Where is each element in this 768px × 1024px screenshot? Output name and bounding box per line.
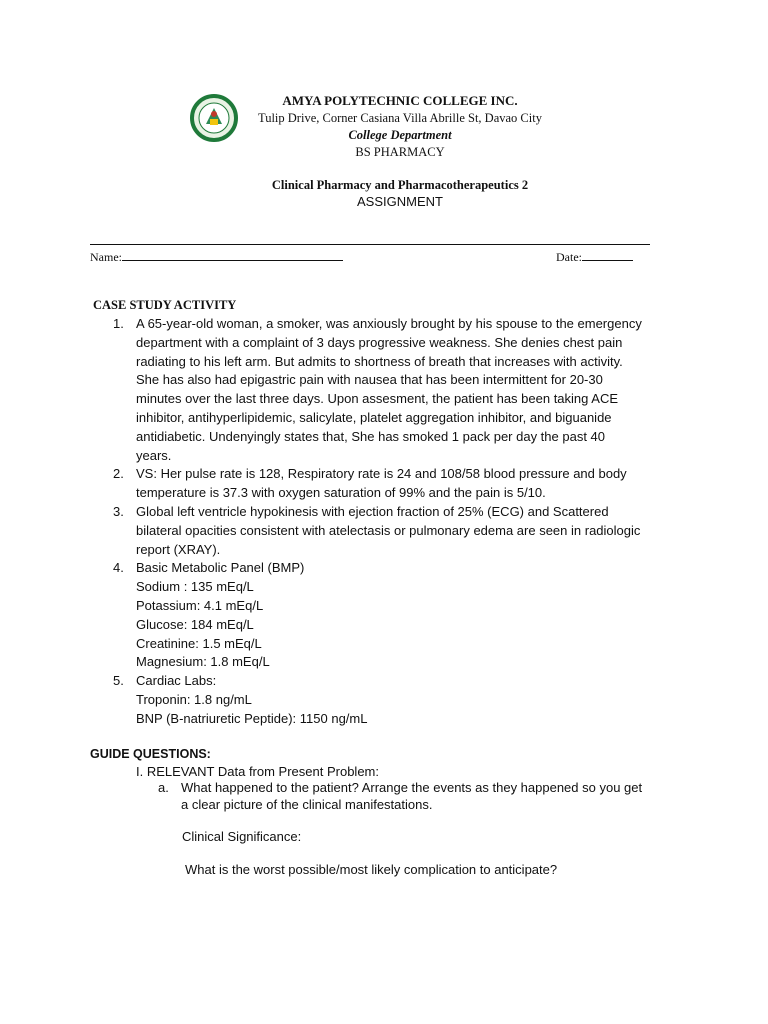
question-line: a clear picture of the clinical manifestations. xyxy=(181,796,433,812)
date-label: Date: xyxy=(556,250,582,264)
school-name: AMYA POLYTECHNIC COLLEGE INC. xyxy=(282,93,518,108)
item-number: 1. xyxy=(113,316,124,331)
item-line: Global left ventricle hypokinesis with ejection fraction of 25% (ECG) and Scattered xyxy=(136,503,609,519)
clinical-significance-label: Clinical Significance: xyxy=(182,829,302,844)
case-study-list xyxy=(113,315,678,729)
list-item xyxy=(113,672,678,728)
item-line: VS: Her pulse rate is 128, Respiratory rate is 24 and 108/58 blood pressure and body xyxy=(136,466,627,482)
item-line: A 65-year-old woman, a smoker, was anxiously brought by his spouse to the emergency xyxy=(136,316,642,331)
item-line: bilateral opacities consistent with atelectasis or pulmonary edema are seen in radiologic xyxy=(136,522,641,538)
item-line: Creatinine: 1.5 mEq/L xyxy=(136,635,262,651)
item-line: Magnesium: 1.8 mEq/L xyxy=(136,654,270,670)
list-item xyxy=(113,503,678,559)
complication-question: What is the worst possible/most likely complication to anticipate? xyxy=(185,862,558,877)
item-line: report (XRAY). xyxy=(136,541,221,557)
guide-questions-heading: GUIDE QUESTIONS: xyxy=(90,747,211,761)
item-line: Potassium: 4.1 mEq/L xyxy=(136,597,264,613)
item-line: radiating to his left arm. But admits to shortness of breath that increases with activity. xyxy=(136,353,623,369)
item-line: temperature is 37.3 with oxygen saturation of 99% and the pain is 5/10. xyxy=(136,485,546,501)
name-label: Name: xyxy=(90,250,122,264)
date-blank-line xyxy=(582,249,633,261)
name-field xyxy=(90,249,343,265)
school-address: Tulip Drive, Corner Casiana Villa Abrille St, Davao City xyxy=(258,111,542,125)
item-line: inhibitor, antihyperlipidemic, salicylate, platelet aggregation inhibitor, and biguanide xyxy=(136,409,612,425)
list-item xyxy=(113,315,678,465)
item-line: Glucose: 184 mEq/L xyxy=(136,616,254,632)
question-line: What happened to the patient? Arrange the events as they happened so you get xyxy=(181,780,643,795)
item-line: Cardiac Labs: xyxy=(136,673,217,689)
header-divider xyxy=(90,244,650,245)
department: College Department xyxy=(348,128,452,142)
date-field xyxy=(556,249,633,265)
section-heading: I. RELEVANT Data from Present Problem: xyxy=(136,764,379,779)
list-item xyxy=(113,465,678,503)
item-line: She has also had epigastric pain with nausea that has been intermittent for 20-30 xyxy=(136,372,603,388)
course-title: Clinical Pharmacy and Pharmacotherapeutics 2 xyxy=(271,178,529,192)
item-number: 2. xyxy=(113,466,124,482)
item-line: years. xyxy=(136,447,172,463)
list-item xyxy=(113,559,678,672)
document-type: ASSIGNMENT xyxy=(357,194,443,209)
item-line: antidiabetic. Undenyingly states that, She has smoked 1 pack per day the past 40 xyxy=(136,428,606,444)
program: BS PHARMACY xyxy=(355,145,445,159)
case-study-heading: CASE STUDY ACTIVITY xyxy=(93,298,237,312)
item-line: minutes over the last three days. Upon assesment, the patient has been taking ACE xyxy=(136,391,619,407)
item-line: department with a complaint of 3 days progressive weakness. She denies chest pain xyxy=(136,334,623,350)
name-blank-line xyxy=(122,249,343,261)
item-number: 5. xyxy=(113,673,124,689)
item-line: Sodium : 135 mEq/L xyxy=(136,579,254,595)
question-a xyxy=(158,780,678,813)
item-number: 3. xyxy=(113,503,124,519)
item-line: Basic Metabolic Panel (BMP) xyxy=(136,560,305,576)
item-number: 4. xyxy=(113,560,124,576)
item-line: Troponin: 1.8 ng/mL xyxy=(136,691,252,707)
question-letter: a. xyxy=(158,780,169,795)
item-line: BNP (B-natriuretic Peptide): 1150 ng/mL xyxy=(136,710,368,726)
